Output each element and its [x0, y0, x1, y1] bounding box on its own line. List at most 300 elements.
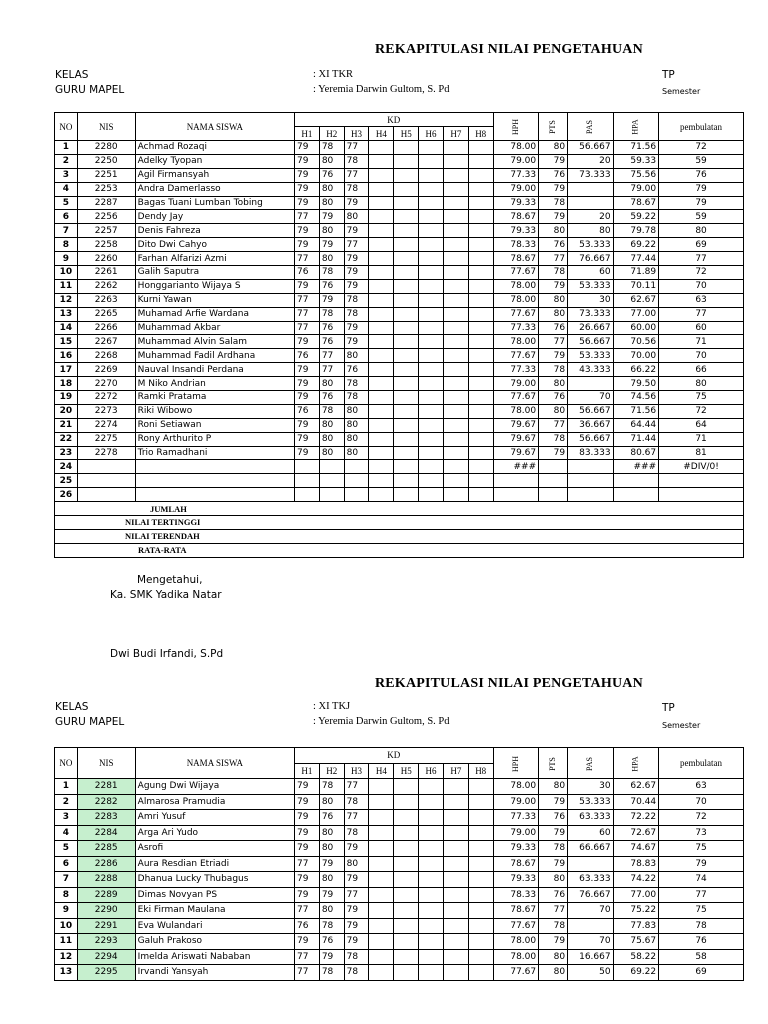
cell-empty — [394, 918, 419, 934]
cell-no: 11 — [55, 279, 78, 293]
cell-no: 8 — [55, 887, 78, 903]
cell-h3: 79 — [344, 903, 369, 919]
cell-no: 21 — [55, 418, 78, 432]
header-pas — [568, 113, 614, 141]
cell-empty — [468, 196, 493, 210]
cell-empty — [419, 404, 444, 418]
cell-pas: 56.667 — [568, 335, 614, 349]
cell-pts: 80 — [539, 404, 568, 418]
cell-h3: 79 — [344, 872, 369, 888]
cell-empty — [443, 293, 468, 307]
cell-empty — [443, 404, 468, 418]
cell-nis: 2250 — [77, 154, 135, 168]
cell-empty — [369, 293, 394, 307]
cell-nis: 2251 — [77, 168, 135, 182]
cell-h3: 79 — [344, 266, 369, 280]
cell-empty — [394, 391, 419, 405]
cell-empty — [468, 321, 493, 335]
sheet2-guru-label: GURU MAPEL — [55, 716, 125, 728]
cell-h2: 78 — [319, 141, 344, 155]
cell-pts: 79 — [539, 154, 568, 168]
cell-empty — [394, 825, 419, 841]
cell-empty — [394, 460, 419, 474]
cell-nama: Amri Yusuf — [135, 810, 294, 826]
cell-empty — [369, 934, 394, 950]
cell-empty — [419, 965, 444, 981]
table-row — [55, 949, 744, 965]
cell-no: 11 — [55, 934, 78, 950]
cell-empty — [468, 377, 493, 391]
cell-no: 12 — [55, 293, 78, 307]
cell-hpa: 75.67 — [613, 934, 659, 950]
table-row — [55, 377, 744, 391]
cell-h2: 80 — [319, 825, 344, 841]
cell-bulat: 73 — [659, 825, 744, 841]
cell-nama: Bagas Tuani Lumban Tobing — [135, 196, 294, 210]
cell-nama: Honggarianto Wijaya S — [135, 279, 294, 293]
cell-h2: 78 — [319, 918, 344, 934]
cell-empty — [369, 779, 394, 795]
cell-empty — [419, 949, 444, 965]
cell-empty — [468, 488, 493, 502]
cell-empty — [369, 794, 394, 810]
cell-empty — [369, 446, 394, 460]
cell-nis: 2253 — [77, 182, 135, 196]
cell-empty — [394, 934, 419, 950]
header-no: NO — [55, 748, 78, 779]
cell-empty — [468, 856, 493, 872]
header-pas-text: PAS — [585, 756, 595, 771]
cell-empty — [419, 293, 444, 307]
cell-empty — [468, 168, 493, 182]
cell-bulat: 75 — [659, 903, 744, 919]
cell-bulat: 69 — [659, 965, 744, 981]
cell-empty — [468, 224, 493, 238]
cell-nama: Dimas Novyan PS — [135, 887, 294, 903]
cell-empty — [394, 182, 419, 196]
header-h3: H3 — [344, 127, 369, 141]
cell-bulat: 74 — [659, 872, 744, 888]
cell-hpa — [613, 488, 659, 502]
cell-empty — [394, 363, 419, 377]
cell-hph: 78.00 — [493, 779, 539, 795]
cell-no: 19 — [55, 391, 78, 405]
header-h6: H6 — [419, 127, 444, 141]
header-h5: H5 — [394, 763, 419, 779]
cell-h2 — [319, 474, 344, 488]
cell-hpa: 62.67 — [613, 779, 659, 795]
table-row — [55, 779, 744, 795]
cell-nis: 2286 — [77, 856, 135, 872]
cell-h2: 77 — [319, 349, 344, 363]
cell-no: 15 — [55, 335, 78, 349]
cell-h1: 79 — [294, 779, 319, 795]
cell-h3: 79 — [344, 934, 369, 950]
cell-pas: 63.333 — [568, 872, 614, 888]
cell-h2: 78 — [319, 266, 344, 280]
cell-empty — [443, 141, 468, 155]
cell-pas: 53.333 — [568, 279, 614, 293]
cell-hph: 79.00 — [493, 377, 539, 391]
cell-hph: 77.33 — [493, 321, 539, 335]
cell-nis: 2260 — [77, 252, 135, 266]
summary-label: NILAI TERENDAH — [55, 529, 744, 543]
cell-empty — [419, 154, 444, 168]
cell-pas: 66.667 — [568, 841, 614, 857]
summary-row — [55, 543, 744, 557]
cell-hph: 77.67 — [493, 918, 539, 934]
cell-empty — [468, 918, 493, 934]
cell-pas — [568, 856, 614, 872]
table-row — [55, 238, 744, 252]
cell-h1: 79 — [294, 934, 319, 950]
cell-h3: 79 — [344, 335, 369, 349]
cell-h2: 76 — [319, 391, 344, 405]
cell-empty — [394, 779, 419, 795]
cell-nama: Muhammad Fadil Ardhana — [135, 349, 294, 363]
summary-row — [55, 502, 744, 516]
cell-empty — [369, 266, 394, 280]
table-row — [55, 903, 744, 919]
cell-no: 16 — [55, 349, 78, 363]
cell-no: 4 — [55, 182, 78, 196]
cell-bulat: 64 — [659, 418, 744, 432]
cell-h2 — [319, 460, 344, 474]
cell-empty — [443, 377, 468, 391]
cell-pas: 60 — [568, 825, 614, 841]
cell-h3: 79 — [344, 918, 369, 934]
cell-nis: 2257 — [77, 224, 135, 238]
cell-pts: 79 — [539, 210, 568, 224]
cell-empty — [468, 965, 493, 981]
cell-hpa: 77.44 — [613, 252, 659, 266]
cell-bulat: 63 — [659, 293, 744, 307]
header-no: NO — [55, 113, 78, 141]
cell-h2: 79 — [319, 210, 344, 224]
cell-empty — [419, 794, 444, 810]
cell-empty — [419, 307, 444, 321]
cell-empty — [468, 293, 493, 307]
cell-h3: 78 — [344, 949, 369, 965]
cell-h2: 76 — [319, 168, 344, 182]
table-row — [55, 404, 744, 418]
cell-no: 5 — [55, 196, 78, 210]
table-row — [55, 266, 744, 280]
header-h8: H8 — [468, 127, 493, 141]
cell-h1: 79 — [294, 335, 319, 349]
cell-h2: 80 — [319, 196, 344, 210]
sheet2-tp-label: TP — [662, 702, 675, 714]
header-hpa-text: HPA — [630, 755, 640, 772]
cell-empty — [394, 196, 419, 210]
cell-hpa: 60.00 — [613, 321, 659, 335]
cell-h2: 76 — [319, 934, 344, 950]
table-row — [55, 474, 744, 488]
table-row — [55, 210, 744, 224]
cell-empty — [468, 903, 493, 919]
cell-h1: 79 — [294, 391, 319, 405]
cell-empty — [419, 825, 444, 841]
cell-h3: 80 — [344, 404, 369, 418]
cell-empty — [369, 210, 394, 224]
cell-hph: 77.67 — [493, 391, 539, 405]
cell-hpa: 69.22 — [613, 965, 659, 981]
cell-h3: 80 — [344, 446, 369, 460]
cell-empty — [468, 210, 493, 224]
cell-hph: 77.33 — [493, 810, 539, 826]
header-hph-text: HPH — [510, 755, 520, 772]
cell-empty — [369, 488, 394, 502]
cell-empty — [369, 377, 394, 391]
cell-bulat: 79 — [659, 856, 744, 872]
cell-nama: Nauval Insandi Perdana — [135, 363, 294, 377]
cell-empty — [443, 488, 468, 502]
cell-h1: 77 — [294, 210, 319, 224]
cell-nama: Eva Wulandari — [135, 918, 294, 934]
cell-empty — [443, 418, 468, 432]
cell-nis: 2263 — [77, 293, 135, 307]
cell-empty — [394, 446, 419, 460]
cell-bulat: 77 — [659, 307, 744, 321]
cell-hph: 78.67 — [493, 252, 539, 266]
cell-no: 5 — [55, 841, 78, 857]
cell-bulat: 76 — [659, 168, 744, 182]
cell-nis: 2261 — [77, 266, 135, 280]
cell-h2: 80 — [319, 446, 344, 460]
cell-empty — [443, 446, 468, 460]
cell-empty — [468, 154, 493, 168]
cell-hpa: 71.56 — [613, 404, 659, 418]
cell-pas: 70 — [568, 903, 614, 919]
table-row — [55, 460, 744, 474]
sheet2-kelas-label: KELAS — [55, 701, 89, 713]
table-row — [55, 794, 744, 810]
cell-empty — [443, 903, 468, 919]
table-row — [55, 141, 744, 155]
table-row — [55, 934, 744, 950]
cell-pts: 76 — [539, 321, 568, 335]
cell-bulat: 75 — [659, 841, 744, 857]
cell-empty — [443, 182, 468, 196]
cell-no: 23 — [55, 446, 78, 460]
cell-hpa: 75.56 — [613, 168, 659, 182]
sheet2-semester-label: Semester — [662, 721, 701, 730]
cell-empty — [419, 887, 444, 903]
cell-nis — [77, 460, 135, 474]
cell-empty — [394, 141, 419, 155]
cell-nama: Dhanua Lucky Thubagus — [135, 872, 294, 888]
header-pts — [539, 113, 568, 141]
cell-empty — [394, 252, 419, 266]
cell-empty — [394, 279, 419, 293]
sheet1-title: REKAPITULASI NILAI PENGETAHUAN — [375, 42, 643, 57]
cell-nis: 2294 — [77, 949, 135, 965]
cell-hph: 78.33 — [493, 887, 539, 903]
cell-no: 9 — [55, 903, 78, 919]
cell-nis: 2283 — [77, 810, 135, 826]
cell-pts: 80 — [539, 224, 568, 238]
sheet1-kelas-label: KELAS — [55, 69, 89, 81]
cell-h3: 80 — [344, 856, 369, 872]
cell-hpa: 79.00 — [613, 182, 659, 196]
cell-nis — [77, 488, 135, 502]
cell-empty — [394, 307, 419, 321]
cell-nama: Almarosa Pramudia — [135, 794, 294, 810]
cell-hpa: 62.67 — [613, 293, 659, 307]
header-h3: H3 — [344, 763, 369, 779]
cell-hph: 79.67 — [493, 432, 539, 446]
cell-pas: 56.667 — [568, 141, 614, 155]
cell-empty — [468, 279, 493, 293]
cell-h2: 79 — [319, 887, 344, 903]
cell-empty — [419, 182, 444, 196]
cell-no: 7 — [55, 872, 78, 888]
cell-h1: 79 — [294, 887, 319, 903]
cell-pts: 77 — [539, 335, 568, 349]
cell-empty — [394, 154, 419, 168]
cell-pas: 83.333 — [568, 446, 614, 460]
cell-nis: 2256 — [77, 210, 135, 224]
cell-pas — [568, 377, 614, 391]
cell-h2: 80 — [319, 224, 344, 238]
cell-bulat: 72 — [659, 810, 744, 826]
cell-nis: 2270 — [77, 377, 135, 391]
cell-empty — [369, 887, 394, 903]
cell-bulat: 72 — [659, 141, 744, 155]
cell-empty — [394, 903, 419, 919]
cell-empty — [419, 872, 444, 888]
cell-empty — [369, 391, 394, 405]
table-row — [55, 918, 744, 934]
cell-empty — [419, 432, 444, 446]
cell-no: 10 — [55, 266, 78, 280]
cell-nama: Dito Dwi Cahyo — [135, 238, 294, 252]
sheet1-guru-label: GURU MAPEL — [55, 84, 125, 96]
cell-pas: 70 — [568, 934, 614, 950]
cell-empty — [369, 182, 394, 196]
cell-nis: 2269 — [77, 363, 135, 377]
cell-nis: 2281 — [77, 779, 135, 795]
sheet1-semester-label: Semester — [662, 87, 701, 96]
cell-h1 — [294, 474, 319, 488]
cell-empty — [443, 934, 468, 950]
cell-h3: 80 — [344, 210, 369, 224]
cell-h3: 78 — [344, 182, 369, 196]
cell-hpa: 80.67 — [613, 446, 659, 460]
cell-empty — [468, 949, 493, 965]
cell-nis — [77, 474, 135, 488]
cell-h2: 79 — [319, 856, 344, 872]
cell-empty — [369, 460, 394, 474]
cell-hph: 79.33 — [493, 841, 539, 857]
cell-h2: 80 — [319, 841, 344, 857]
table-row — [55, 418, 744, 432]
cell-pts: 78 — [539, 196, 568, 210]
cell-empty — [394, 856, 419, 872]
header-hph-text: HPH — [510, 118, 520, 136]
cell-pts — [539, 460, 568, 474]
cell-no: 17 — [55, 363, 78, 377]
cell-bulat: 60 — [659, 321, 744, 335]
cell-bulat: 79 — [659, 182, 744, 196]
cell-no: 2 — [55, 794, 78, 810]
table-row — [55, 446, 744, 460]
cell-h3: 78 — [344, 293, 369, 307]
cell-hph: 79.67 — [493, 418, 539, 432]
cell-pts: 79 — [539, 794, 568, 810]
cell-pas: 20 — [568, 210, 614, 224]
header-kd: KD — [294, 113, 493, 127]
cell-h3 — [344, 474, 369, 488]
cell-hpa: 70.44 — [613, 794, 659, 810]
cell-hpa: 77.00 — [613, 307, 659, 321]
cell-empty — [468, 335, 493, 349]
cell-empty — [419, 321, 444, 335]
cell-empty — [369, 335, 394, 349]
cell-bulat: 80 — [659, 224, 744, 238]
summary-label: NILAI TERTINGGI — [55, 516, 744, 530]
cell-empty — [369, 238, 394, 252]
signature-mengetahui: Mengetahui, — [137, 574, 203, 586]
cell-hpa: 74.56 — [613, 391, 659, 405]
cell-nama: Agung Dwi Wijaya — [135, 779, 294, 795]
cell-empty — [369, 141, 394, 155]
cell-nis: 2274 — [77, 418, 135, 432]
cell-no: 26 — [55, 488, 78, 502]
cell-no: 13 — [55, 307, 78, 321]
cell-h2: 80 — [319, 154, 344, 168]
cell-empty — [468, 779, 493, 795]
cell-empty — [443, 856, 468, 872]
cell-empty — [369, 252, 394, 266]
cell-empty — [394, 794, 419, 810]
cell-nama: Imelda Ariswati Nababan — [135, 949, 294, 965]
cell-hph: 78.00 — [493, 279, 539, 293]
cell-hpa: ### — [613, 460, 659, 474]
header-h4: H4 — [369, 127, 394, 141]
cell-pas — [568, 460, 614, 474]
cell-pts: 76 — [539, 238, 568, 252]
cell-empty — [443, 335, 468, 349]
cell-empty — [394, 293, 419, 307]
cell-h1: 79 — [294, 154, 319, 168]
cell-empty — [468, 872, 493, 888]
cell-nama: Asrofi — [135, 841, 294, 857]
cell-h3: 79 — [344, 252, 369, 266]
summary-row — [55, 529, 744, 543]
cell-h1: 77 — [294, 252, 319, 266]
cell-h2: 78 — [319, 404, 344, 418]
cell-hpa: 70.56 — [613, 335, 659, 349]
table-row — [55, 432, 744, 446]
cell-bulat: 59 — [659, 210, 744, 224]
cell-nis: 2290 — [77, 903, 135, 919]
cell-pas — [568, 488, 614, 502]
cell-no: 8 — [55, 238, 78, 252]
cell-empty — [394, 377, 419, 391]
cell-h1: 76 — [294, 404, 319, 418]
cell-h2: 80 — [319, 432, 344, 446]
cell-pts: 79 — [539, 349, 568, 363]
header-nama-siswa: NAMA SISWA — [135, 113, 294, 141]
cell-h1: 79 — [294, 279, 319, 293]
cell-nama: Trio Ramadhani — [135, 446, 294, 460]
cell-empty — [468, 934, 493, 950]
cell-hpa: 74.67 — [613, 841, 659, 857]
header-hph — [493, 748, 539, 779]
cell-h1: 79 — [294, 182, 319, 196]
sheet2-title: REKAPITULASI NILAI PENGETAHUAN — [375, 676, 643, 691]
